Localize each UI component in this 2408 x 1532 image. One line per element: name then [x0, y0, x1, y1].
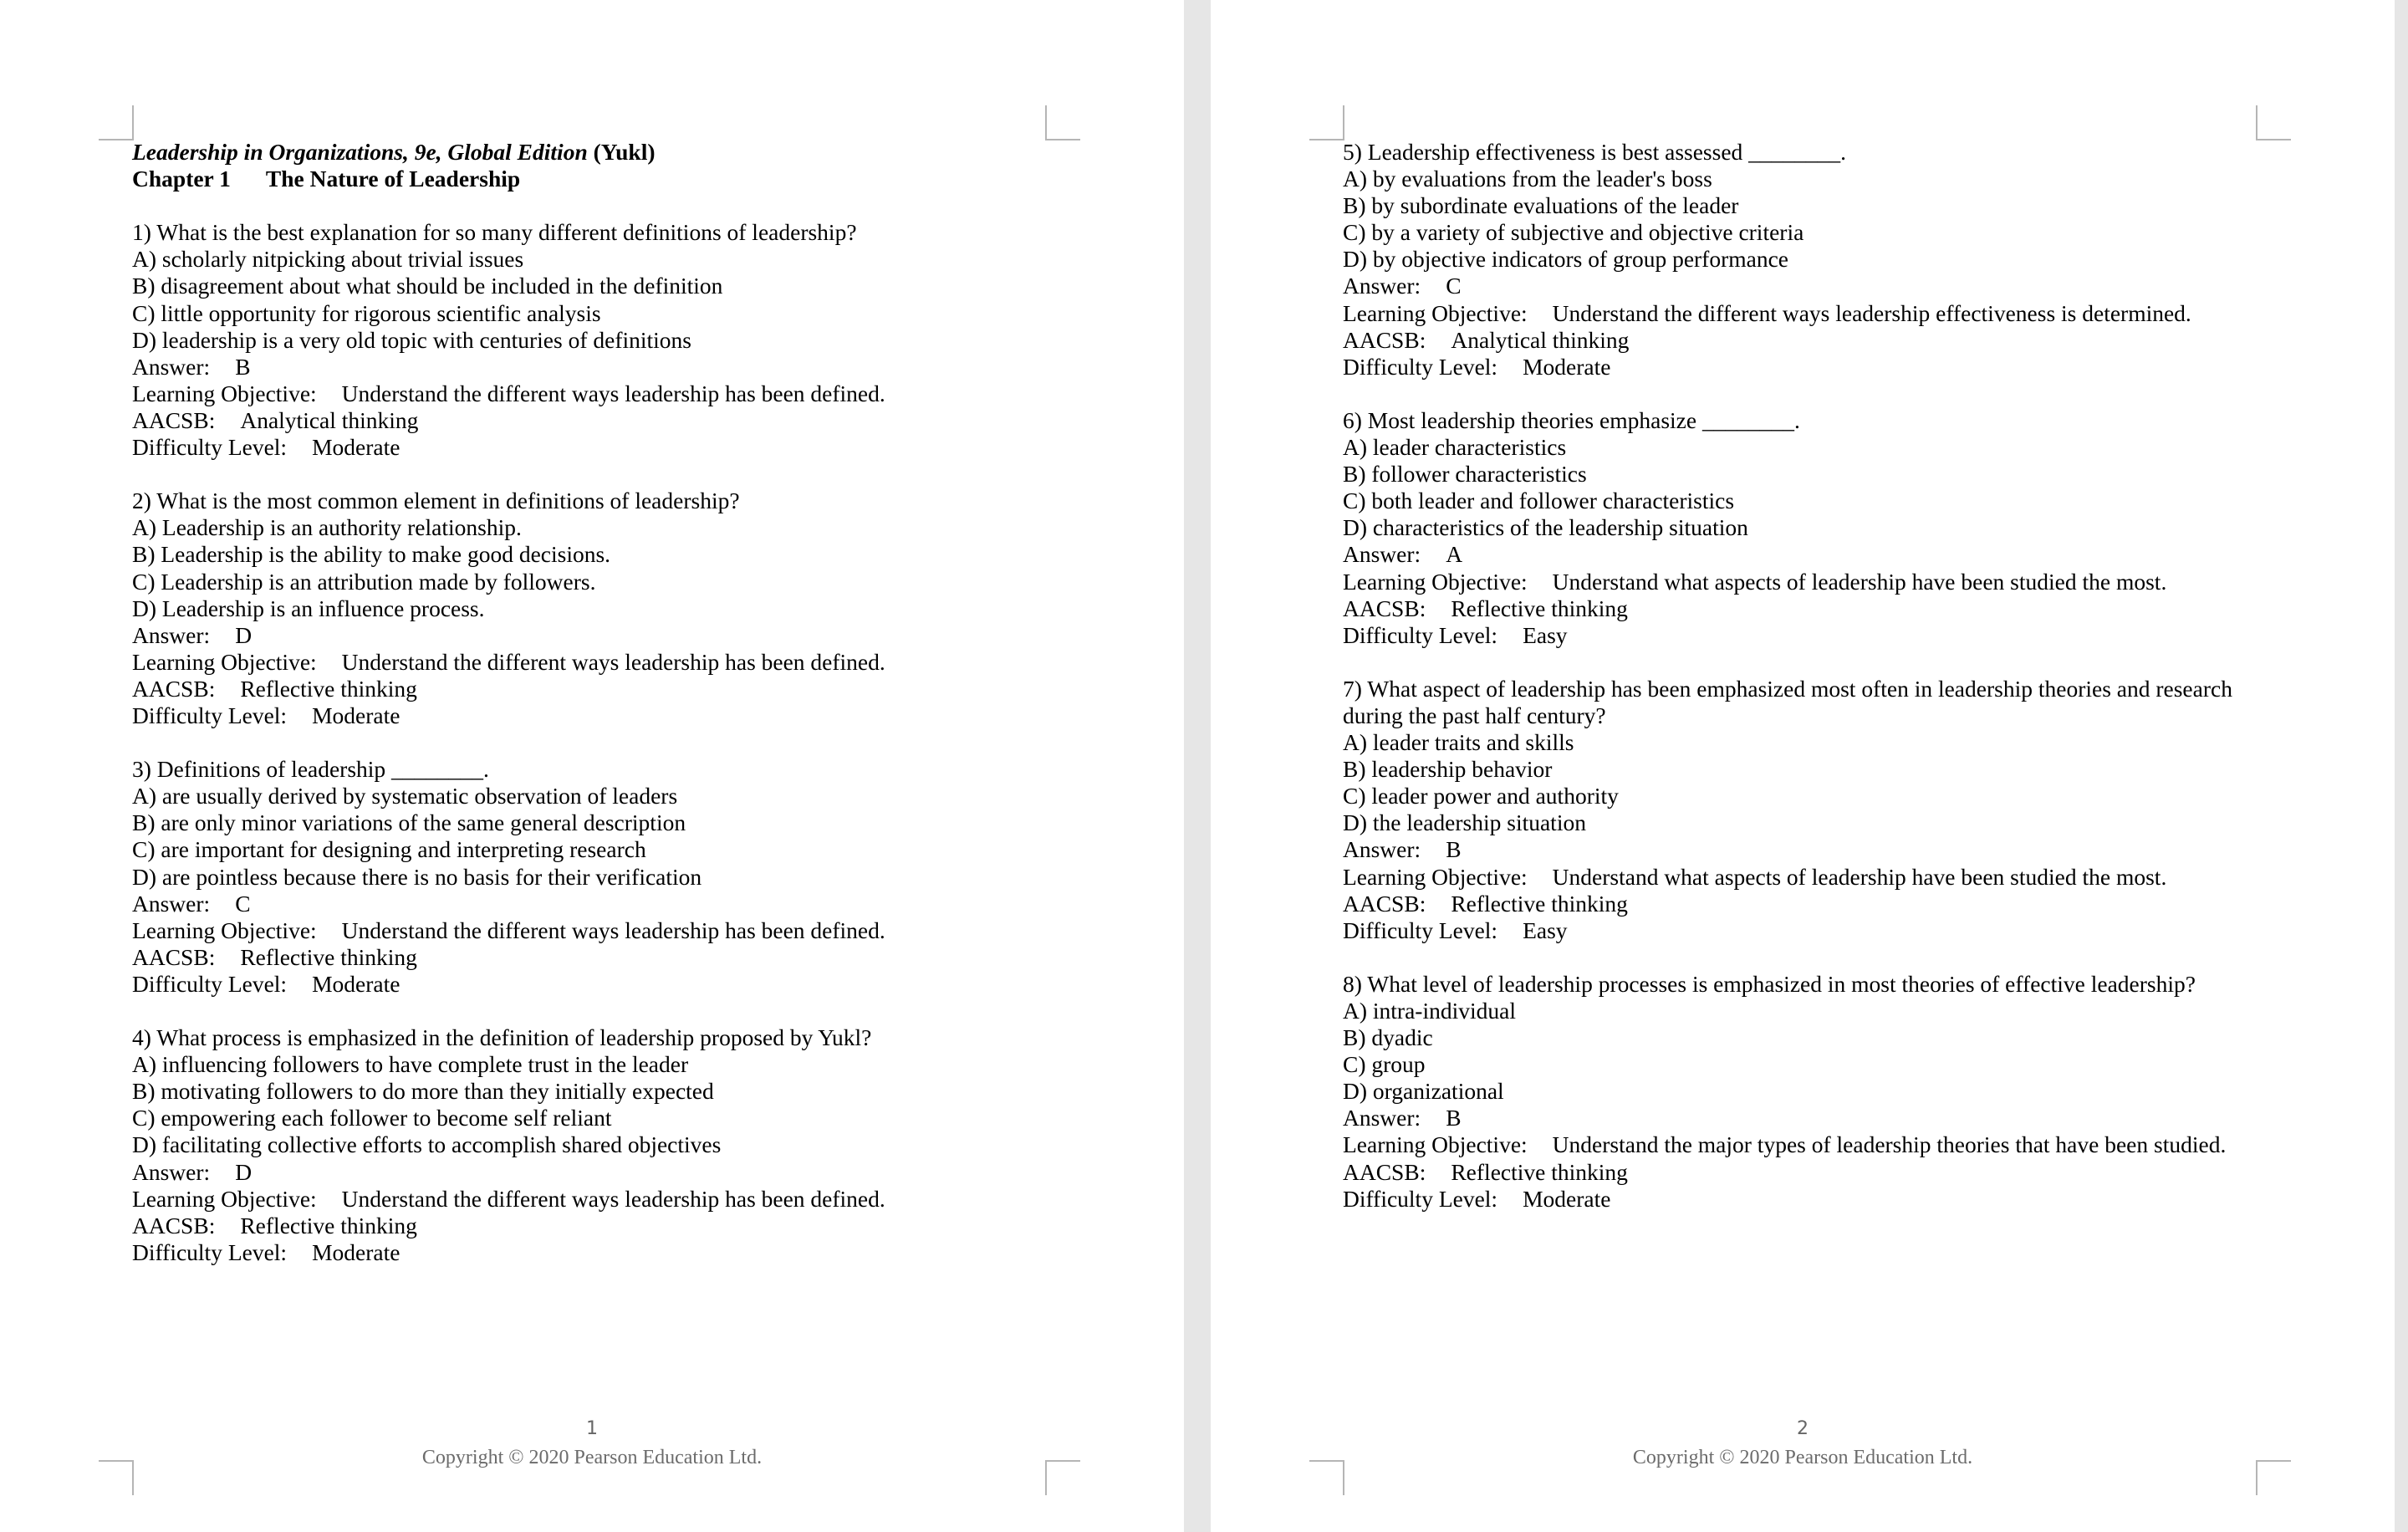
difficulty-level-value: Easy [1523, 917, 1568, 943]
learning-objective-value: Understand the different ways leadership has been defined. [341, 380, 885, 406]
answer-option: B) motivating followers to do more than they initially expected [132, 1078, 714, 1105]
answer-option: D) by objective indicators of group performance [1343, 246, 1789, 273]
blank-line [132, 461, 1069, 488]
learning-objective-label: Learning Objective: [1343, 863, 1528, 890]
answer-key [132, 354, 1069, 380]
learning-objective-label: Learning Objective: [1343, 568, 1528, 595]
aacsb-tag-value: Reflective thinking [240, 1212, 417, 1238]
chapter-title: The Nature of Leadership [265, 166, 521, 192]
answer-option: D) characteristics of the leadership situation [1343, 514, 1748, 541]
answer-key [132, 1159, 1069, 1186]
page-1-content [132, 139, 1069, 1266]
answer-key-value: C [1446, 273, 1462, 299]
copyright-footer: Copyright © 2020 Pearson Education Ltd. [1632, 1447, 1973, 1468]
aacsb-tag-label: AACSB: [1343, 1158, 1426, 1185]
learning-objective-label: Learning Objective: [132, 917, 317, 943]
aacsb-tag-value: Analytical thinking [240, 406, 419, 433]
learning-objective-label: Learning Objective: [1343, 299, 1528, 326]
aacsb-tag [1343, 891, 2279, 917]
answer-option: C) little opportunity for rigorous scientific analysis [132, 299, 601, 326]
answer-option: D) organizational [1343, 1078, 1504, 1105]
learning-objective-value: Understand what aspects of leadership have been studied the most. [1552, 863, 2167, 890]
difficulty-level [1343, 917, 2279, 944]
aacsb-tag-value: Reflective thinking [240, 675, 417, 702]
difficulty-level [1343, 1186, 2279, 1213]
difficulty-level-value: Moderate [312, 1238, 400, 1265]
question-block [132, 219, 1069, 461]
answer-option: A) leader characteristics [1343, 434, 1567, 461]
answer-option: D) facilitating collective efforts to accomplish shared objectives [132, 1131, 722, 1158]
difficulty-level-label: Difficulty Level: [1343, 917, 1498, 943]
learning-objective [132, 649, 1069, 676]
difficulty-level-value: Easy [1523, 621, 1568, 648]
question-block [132, 756, 1069, 998]
answer-option: A) leader traits and skills [1343, 729, 1574, 756]
aacsb-tag-value: Analytical thinking [1451, 326, 1630, 353]
answer-key-value: D [235, 621, 253, 648]
answer-option: B) Leadership is the ability to make good decisions. [132, 541, 611, 568]
answer-option: B) are only minor variations of the same general description [132, 809, 686, 836]
learning-objective-value: Understand the different ways leadership has been defined. [341, 917, 885, 943]
learning-objective [1343, 569, 2279, 595]
answer-key-value: C [235, 890, 251, 917]
difficulty-level-label: Difficulty Level: [132, 434, 288, 461]
margin-marker-top-left [99, 105, 134, 140]
difficulty-level [1343, 622, 2279, 649]
answer-option: C) group [1343, 1051, 1426, 1078]
book-title: Leadership in Organizations, 9e, Global Edition [132, 139, 588, 165]
copyright-footer: Copyright © 2020 Pearson Education Ltd. [421, 1447, 763, 1468]
answer-option: C) both leader and follower characteristics [1343, 488, 1735, 514]
answer-key [132, 622, 1069, 649]
difficulty-level [132, 702, 1069, 729]
aacsb-tag-label: AACSB: [1343, 326, 1426, 353]
aacsb-tag-value: Reflective thinking [1451, 595, 1628, 621]
question-block [1343, 676, 2279, 944]
learning-objective-label: Learning Objective: [132, 1185, 317, 1212]
page-1-question-list [132, 219, 1069, 1266]
difficulty-level-value: Moderate [312, 434, 400, 461]
document-page-1 [0, 0, 1184, 1532]
learning-objective [1343, 1131, 2279, 1158]
answer-key-label: Answer: [1343, 1105, 1421, 1131]
learning-objective [132, 917, 1069, 944]
question-stem: 8) What level of leadership processes is emphasized in most theories of effective leadership? [1343, 970, 2196, 997]
answer-option: B) follower characteristics [1343, 461, 1587, 488]
answer-option: C) empowering each follower to become self reliant [132, 1105, 612, 1131]
page-2-question-list [1343, 139, 2279, 1213]
learning-objective-value: Understand what aspects of leadership have been studied the most. [1552, 568, 2167, 595]
difficulty-level-value: Moderate [312, 970, 400, 997]
difficulty-level-label: Difficulty Level: [1343, 1185, 1498, 1212]
question-stem: 6) Most leadership theories emphasize ________. [1343, 406, 1800, 433]
page-number: 1 [586, 1418, 598, 1439]
difficulty-level-label: Difficulty Level: [132, 702, 288, 728]
aacsb-tag-label: AACSB: [132, 406, 216, 433]
blank-line [132, 729, 1069, 756]
aacsb-tag-label: AACSB: [132, 675, 216, 702]
question-stem: 5) Leadership effectiveness is best assessed ________. [1343, 139, 1847, 165]
answer-option: A) Leadership is an authority relationship. [132, 514, 522, 541]
blank-line [132, 998, 1069, 1024]
answer-key-label: Answer: [1343, 273, 1421, 299]
chapter-heading [132, 166, 1069, 192]
answer-key-value: B [235, 353, 251, 380]
learning-objective-value: Understand the different ways leadership has been defined. [341, 648, 885, 675]
aacsb-tag [132, 676, 1069, 702]
learning-objective [132, 1186, 1069, 1213]
question-stem: 7) What aspect of leadership has been emphasized most often in leadership theories and research during the past half century? [1343, 675, 2232, 728]
answer-option: C) Leadership is an attribution made by followers. [132, 568, 596, 595]
answer-key-value: D [235, 1158, 253, 1185]
margin-marker-top-right [2256, 105, 2291, 140]
answer-key-label: Answer: [132, 621, 211, 648]
learning-objective-value: Understand the major types of leadership theories that have been studied. [1552, 1131, 2227, 1158]
question-stem: 1) What is the best explanation for so many different definitions of leadership? [132, 219, 857, 246]
question-block [132, 488, 1069, 729]
answer-key-label: Answer: [132, 1158, 211, 1185]
difficulty-level [132, 1239, 1069, 1266]
answer-key-value: A [1446, 541, 1463, 568]
answer-option: A) by evaluations from the leader's boss [1343, 166, 1712, 192]
difficulty-level [1343, 354, 2279, 380]
learning-objective [132, 380, 1069, 407]
question-block [1343, 139, 2279, 380]
answer-option: C) by a variety of subjective and objective criteria [1343, 219, 1804, 246]
difficulty-level [132, 971, 1069, 998]
answer-option: D) the leadership situation [1343, 809, 1586, 836]
aacsb-tag [1343, 595, 2279, 622]
answer-key-label: Answer: [1343, 836, 1421, 863]
answer-option: D) leadership is a very old topic with centuries of definitions [132, 326, 691, 353]
answer-key-label: Answer: [132, 890, 211, 917]
difficulty-level-value: Moderate [1523, 1185, 1611, 1212]
answer-option: A) are usually derived by systematic observation of leaders [132, 783, 678, 809]
answer-key [1343, 541, 2279, 568]
answer-option: B) leadership behavior [1343, 756, 1553, 783]
learning-objective-label: Learning Objective: [132, 648, 317, 675]
difficulty-level-value: Moderate [1523, 353, 1611, 380]
difficulty-level [132, 434, 1069, 461]
margin-marker-top-left [1309, 105, 1344, 140]
page-2-content [1343, 139, 2279, 1213]
aacsb-tag [1343, 327, 2279, 354]
question-stem: 3) Definitions of leadership ________. [132, 756, 489, 783]
answer-option: D) Leadership is an influence process. [132, 595, 485, 621]
page-number: 2 [1797, 1418, 1809, 1439]
answer-key-label: Answer: [132, 353, 211, 380]
learning-objective [1343, 864, 2279, 891]
difficulty-level-label: Difficulty Level: [1343, 621, 1498, 648]
answer-key-label: Answer: [1343, 541, 1421, 568]
answer-key-value: B [1446, 1105, 1462, 1131]
answer-option: A) influencing followers to have complete trust in the leader [132, 1051, 689, 1078]
learning-objective [1343, 300, 2279, 327]
aacsb-tag-label: AACSB: [132, 943, 216, 970]
answer-option: D) are pointless because there is no basis for their verification [132, 863, 702, 890]
aacsb-tag [1343, 1159, 2279, 1186]
blank-line [1343, 649, 2279, 676]
document-page-2 [1211, 0, 2395, 1532]
difficulty-level-label: Difficulty Level: [132, 970, 288, 997]
learning-objective-label: Learning Objective: [132, 380, 317, 406]
learning-objective-value: Understand the different ways leadership has been defined. [341, 1185, 885, 1212]
answer-key [1343, 1105, 2279, 1131]
book-author: (Yukl) [587, 139, 656, 165]
difficulty-level-label: Difficulty Level: [1343, 353, 1498, 380]
aacsb-tag-label: AACSB: [1343, 595, 1426, 621]
learning-objective-value: Understand the different ways leadership effectiveness is determined. [1552, 299, 2191, 326]
learning-objective-label: Learning Objective: [1343, 1131, 1528, 1158]
aacsb-tag [132, 1213, 1069, 1239]
difficulty-level-value: Moderate [312, 702, 400, 728]
aacsb-tag-label: AACSB: [1343, 890, 1426, 917]
answer-option: A) intra-individual [1343, 998, 1516, 1024]
aacsb-tag-value: Reflective thinking [240, 943, 417, 970]
aacsb-tag-value: Reflective thinking [1451, 890, 1628, 917]
aacsb-tag-label: AACSB: [132, 1212, 216, 1238]
answer-option: B) by subordinate evaluations of the leader [1343, 192, 1739, 219]
question-block [132, 1024, 1069, 1266]
question-stem: 4) What process is emphasized in the definition of leadership proposed by Yukl? [132, 1024, 872, 1051]
margin-marker-top-right [1045, 105, 1080, 140]
answer-option: A) scholarly nitpicking about trivial issues [132, 246, 524, 273]
blank-line [1343, 380, 2279, 407]
aacsb-tag-value: Reflective thinking [1451, 1158, 1628, 1185]
chapter-number: Chapter 1 [132, 166, 231, 192]
answer-option: C) are important for designing and interpreting research [132, 836, 646, 863]
book-header [132, 139, 1069, 166]
answer-key-value: B [1446, 836, 1462, 863]
answer-key [1343, 273, 2279, 299]
difficulty-level-label: Difficulty Level: [132, 1238, 288, 1265]
blank-line [1343, 944, 2279, 971]
question-block [1343, 407, 2279, 649]
answer-option: C) leader power and authority [1343, 783, 1619, 809]
answer-key [132, 891, 1069, 917]
question-stem: 2) What is the most common element in definitions of leadership? [132, 488, 740, 514]
answer-option: B) disagreement about what should be included in the definition [132, 273, 723, 299]
question-block [1343, 971, 2279, 1213]
aacsb-tag [132, 944, 1069, 971]
aacsb-tag [132, 407, 1069, 434]
answer-option: B) dyadic [1343, 1024, 1433, 1051]
answer-key [1343, 836, 2279, 863]
